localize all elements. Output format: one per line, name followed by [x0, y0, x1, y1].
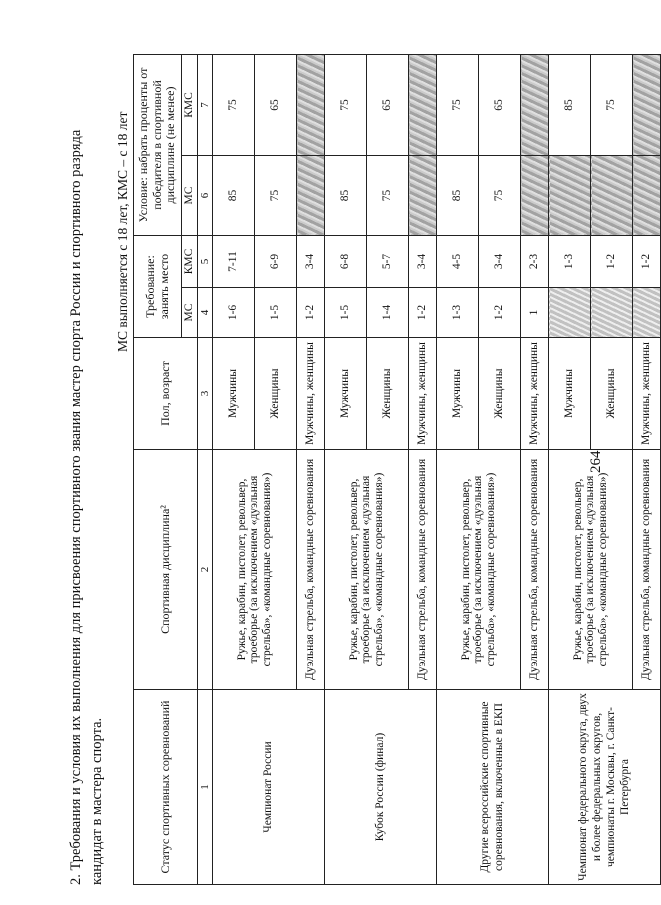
gender-cell: Мужчины [325, 338, 367, 450]
discipline-cell: Дуэльная стрельба, командные соревнования [297, 450, 325, 690]
percent-kms-cell-shaded [297, 55, 325, 156]
header-place-ms: МС [182, 288, 198, 338]
place-kms-cell: 3-4 [409, 236, 437, 288]
age-requirement-note: МС выполняется с 18 лет, КМС – с 18 лет [115, 111, 130, 352]
gender-cell: Мужчины, женщины [633, 338, 661, 450]
header-discipline: Спортивная дисциплина² [134, 450, 198, 690]
column-number: 6 [198, 156, 213, 236]
column-number: 3 [198, 338, 213, 450]
percent-kms-cell: 75 [591, 55, 633, 156]
percent-ms-cell-shaded [521, 156, 549, 236]
place-kms-cell: 7-11 [213, 236, 255, 288]
header-percent-requirement: Условие: набрать проценты от победителя в спортивной дисциплине (не менее) [134, 55, 182, 236]
percent-ms-cell-shaded [297, 156, 325, 236]
percent-ms-cell: 85 [325, 156, 367, 236]
requirements-table [133, 54, 661, 885]
status-cell: Чемпионат России [213, 690, 325, 885]
header-percent-ms: МС [182, 156, 198, 236]
percent-ms-cell: 75 [479, 156, 521, 236]
percent-kms-cell: 75 [325, 55, 367, 156]
place-ms-cell: 1-3 [437, 288, 479, 338]
page-number: 264 [588, 450, 604, 473]
percent-kms-cell: 75 [437, 55, 479, 156]
gender-cell: Женщины [255, 338, 297, 450]
discipline-cell: Ружье, карабин, пистолет, револьвер, троеборье (за исключением «дуэльная стрельба», «командные соревнования») [549, 450, 633, 690]
gender-cell: Мужчины, женщины [409, 338, 437, 450]
place-ms-cell: 1-5 [325, 288, 367, 338]
place-kms-cell: 1-3 [549, 236, 591, 288]
percent-ms-cell-shaded [591, 156, 633, 236]
percent-ms-cell: 85 [437, 156, 479, 236]
percent-kms-cell: 75 [213, 55, 255, 156]
place-ms-cell: 1 [521, 288, 549, 338]
percent-ms-cell-shaded [409, 156, 437, 236]
place-kms-cell: 5-7 [367, 236, 409, 288]
discipline-cell: Ружье, карабин, пистолет, револьвер, троеборье (за исключением «дуэльная стрельба», «командные соревнования») [437, 450, 521, 690]
place-kms-cell: 4-5 [437, 236, 479, 288]
gender-cell: Мужчины, женщины [297, 338, 325, 450]
column-number: 1 [198, 690, 213, 885]
percent-ms-cell: 75 [255, 156, 297, 236]
gender-cell: Мужчины [549, 338, 591, 450]
place-ms-cell-shaded [549, 288, 591, 338]
discipline-cell: Дуэльная стрельба, командные соревнования [633, 450, 661, 690]
gender-cell: Мужчины [437, 338, 479, 450]
place-kms-cell: 2-3 [521, 236, 549, 288]
header-status: Статус спортивных соревнований [134, 690, 198, 885]
gender-cell: Мужчины, женщины [521, 338, 549, 450]
gender-cell: Женщины [591, 338, 633, 450]
percent-kms-cell: 65 [479, 55, 521, 156]
percent-ms-cell-shaded [633, 156, 661, 236]
discipline-cell: Ружье, карабин, пистолет, револьвер, троеборье (за исключением «дуэльная стрельба», «командные соревнования») [213, 450, 297, 690]
percent-kms-cell: 85 [549, 55, 591, 156]
status-cell: Другие всероссийские спортивные соревнования, включенные в ЕКП [437, 690, 549, 885]
status-cell: Чемпионат федерального округа, двух и более федеральных округов, чемпионаты г. Москвы, г. Санкт-Петербурга [549, 690, 661, 885]
percent-kms-cell-shaded [521, 55, 549, 156]
place-kms-cell: 3-4 [297, 236, 325, 288]
column-number: 5 [198, 236, 213, 288]
column-number: 7 [198, 55, 213, 156]
status-cell: Кубок России (финал) [325, 690, 437, 885]
discipline-cell: Дуэльная стрельба, командные соревнования [521, 450, 549, 690]
percent-ms-cell-shaded [549, 156, 591, 236]
discipline-cell: Ружье, карабин, пистолет, револьвер, троеборье (за исключением «дуэльная стрельба», «командные соревнования») [325, 450, 409, 690]
place-ms-cell: 1-5 [255, 288, 297, 338]
place-ms-cell: 1-4 [367, 288, 409, 338]
place-ms-cell-shaded [591, 288, 633, 338]
gender-cell: Женщины [367, 338, 409, 450]
place-ms-cell: 1-2 [409, 288, 437, 338]
section-heading-line-2: кандидат в мастера спорта. [89, 717, 105, 885]
percent-kms-cell: 65 [367, 55, 409, 156]
percent-ms-cell: 85 [213, 156, 255, 236]
column-number: 4 [198, 288, 213, 338]
place-ms-cell-shaded [633, 288, 661, 338]
place-kms-cell: 6-8 [325, 236, 367, 288]
header-gender: Пол, возраст [134, 338, 198, 450]
place-ms-cell: 1-2 [479, 288, 521, 338]
place-ms-cell: 1-2 [297, 288, 325, 338]
place-kms-cell: 1-2 [591, 236, 633, 288]
header-percent-kms: КМС [182, 55, 198, 156]
header-place-requirement: Требование: занять место [134, 236, 182, 338]
place-kms-cell: 1-2 [633, 236, 661, 288]
header-place-kms: КМС [182, 236, 198, 288]
gender-cell: Мужчины [213, 338, 255, 450]
section-heading-line-1: 2. Требования и условия их выполнения для присвоения спортивного звания мастер спорта России и спортивного разряда [68, 129, 84, 885]
percent-ms-cell: 75 [367, 156, 409, 236]
column-number: 2 [198, 450, 213, 690]
place-kms-cell: 6-9 [255, 236, 297, 288]
percent-kms-cell: 65 [255, 55, 297, 156]
discipline-cell: Дуэльная стрельба, командные соревнования [409, 450, 437, 690]
percent-kms-cell-shaded [409, 55, 437, 156]
place-ms-cell: 1-6 [213, 288, 255, 338]
percent-kms-cell-shaded [633, 55, 661, 156]
place-kms-cell: 3-4 [479, 236, 521, 288]
gender-cell: Женщины [479, 338, 521, 450]
